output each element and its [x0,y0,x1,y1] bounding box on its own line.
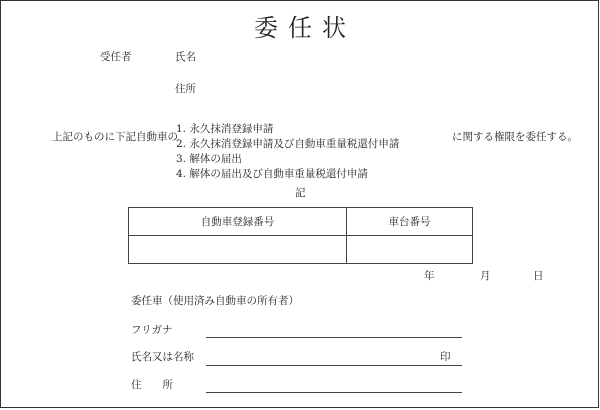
name-line[interactable] [206,365,462,366]
date-year: 年 [424,270,435,282]
address-line[interactable] [206,392,462,393]
agent-label: 受任者 [100,51,132,63]
delegation-option: 3. 解体の届出 [176,153,242,165]
vehicle-table [128,207,473,264]
document-title: 委任状 [254,14,356,42]
chassis-number-header: 車台番号 [347,208,473,236]
delegation-option: 4. 解体の届出及び自動車重量税還付申請 [176,168,368,180]
date-day: 日 [533,270,544,282]
agent-name-label: 氏名 [175,51,196,63]
delegation-options [176,122,399,182]
registration-number-field[interactable] [129,236,347,264]
delegation-lead: 上記のものに下記自動車の [52,131,178,143]
ki-heading: 記 [295,187,306,199]
agent-address-label: 住所 [175,83,196,95]
seal-mark: 印 [440,351,451,363]
chassis-number-field[interactable] [347,236,473,264]
furigana-label: フリガナ [131,324,173,336]
delegation-option: 1. 永久抹消登録申請 [176,123,274,135]
delegation-tail: に関する権限を委任する。 [452,131,578,143]
principal-heading: 委任車（使用済み自動車の所有者） [131,295,299,307]
registration-number-header: 自動車登録番号 [129,208,347,236]
delegation-option: 2. 永久抹消登録申請及び自動車重量税還付申請 [176,138,400,150]
furigana-line[interactable] [206,337,462,338]
address-label: 住 所 [131,379,173,391]
name-label: 氏名又は名称 [131,351,194,363]
date-month: 月 [480,270,491,282]
